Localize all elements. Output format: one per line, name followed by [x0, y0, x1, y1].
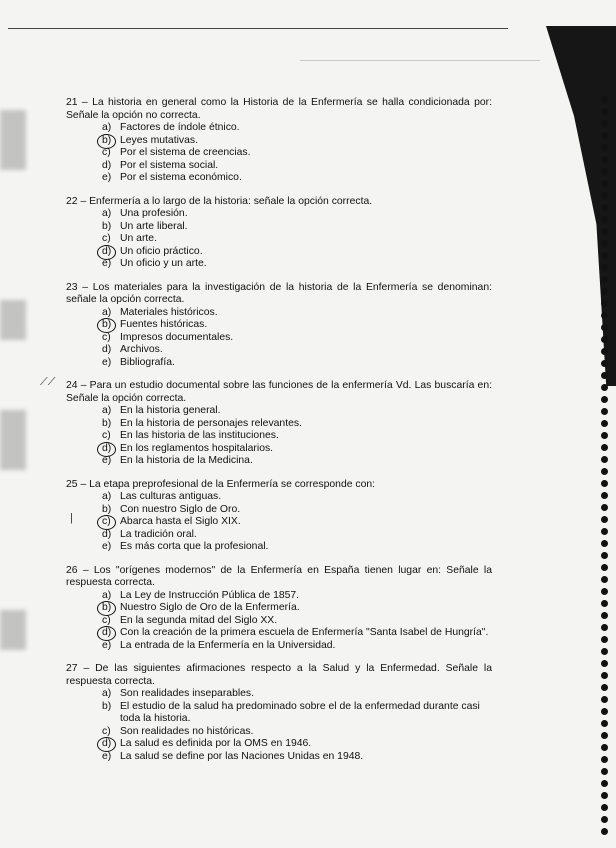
option-text: Con la creación de la primera escuela de Enfermería "Santa Isabel de Hungría". [120, 627, 489, 638]
option-letter: c) [102, 147, 111, 158]
binder-hole [601, 660, 608, 667]
circled-option-letter: b) [102, 135, 120, 148]
option-text: La entrada de la Enfermería en la Universidad. [120, 639, 336, 651]
binder-hole [601, 564, 608, 571]
option-list [66, 688, 492, 763]
option-list [66, 122, 492, 185]
binder-hole [601, 372, 608, 379]
binder-hole [601, 312, 608, 319]
question-text: 26 – Los "orígenes modernos" de la Enfermería en España tienen lugar en: Señale la respuesta correcta. [66, 564, 492, 588]
option-item [102, 640, 492, 653]
option-text: El estudio de la salud ha predominado sobre el de la enfermedad durante casi toda la historia. [120, 700, 480, 724]
option-letter: c) [102, 331, 111, 343]
option-item [102, 208, 492, 221]
circled-option-letter: d) [102, 246, 120, 259]
option-item [102, 443, 492, 456]
binder-hole [601, 360, 608, 367]
option-letter: a) [102, 491, 112, 502]
question-27 [66, 663, 492, 763]
option-text: Son realidades inseparables. [120, 688, 255, 699]
option-item [102, 246, 492, 259]
option-text: En los reglamentos hospitalarios. [120, 442, 274, 454]
binder-hole [601, 552, 608, 559]
question-22 [66, 196, 492, 271]
binder-hole [601, 636, 608, 643]
option-text: Por el sistema de creencias. [120, 147, 251, 158]
option-letter: e) [102, 258, 112, 269]
option-letter: b) [102, 700, 112, 712]
binder-hole [601, 624, 608, 631]
option-text: Un arte. [120, 233, 157, 244]
option-item [102, 172, 492, 185]
circled-option-letter: d) [102, 627, 120, 640]
option-letter: a) [102, 122, 112, 133]
binder-hole [601, 588, 608, 595]
option-letter: d) [102, 528, 112, 540]
option-letter: b) [102, 503, 112, 515]
option-letter: d) [102, 344, 112, 355]
question-text: 24 – Para un estudio documental sobre las funciones de la enfermería Vd. Las buscaría en: Señale la opción correcta. [66, 380, 492, 404]
option-letter: d) [102, 159, 112, 171]
binder-hole [601, 216, 608, 223]
binder-hole [601, 396, 608, 403]
binder-hole [601, 156, 608, 163]
question-24 [66, 380, 492, 468]
question-text: 27 – De las siguientes afirmaciones respecto a la Salud y la Enfermedad. Señale la respuesta correcta. [66, 663, 492, 687]
option-item [102, 602, 492, 615]
option-letter: e) [102, 356, 112, 368]
option-item [102, 455, 492, 468]
option-item [102, 726, 492, 739]
option-item [102, 344, 492, 357]
binder-hole [601, 576, 608, 583]
pen-mark: ⟋⟋ [40, 376, 56, 388]
binder-hole [601, 324, 608, 331]
option-letter: e) [102, 541, 112, 552]
binder-hole [601, 120, 608, 127]
option-letter: a) [102, 688, 112, 699]
option-text: Impresos documentales. [120, 331, 234, 343]
binder-hole [601, 192, 608, 199]
option-text: La salud se define por las Naciones Unidas en 1948. [120, 750, 364, 762]
binder-hole [601, 780, 608, 787]
binder-hole [601, 708, 608, 715]
binder-hole [601, 528, 608, 535]
option-letter: b) [102, 417, 112, 429]
binder-hole [601, 612, 608, 619]
binder-hole [601, 720, 608, 727]
option-item [102, 122, 492, 135]
binder-hole [601, 504, 608, 511]
binder-hole [601, 492, 608, 499]
option-text: Nuestro Siglo de Oro de la Enfermería. [120, 602, 300, 613]
circled-option-letter: b) [102, 319, 120, 332]
binder-hole [601, 744, 608, 751]
option-text: En la historia general. [120, 405, 221, 416]
option-text: Archivos. [120, 344, 163, 355]
binder-hole [601, 204, 608, 211]
binder-hole [601, 444, 608, 451]
binder-hole [601, 828, 608, 835]
option-letter: e) [102, 172, 112, 183]
circled-option-letter: d) [102, 738, 120, 751]
option-list [66, 208, 492, 271]
option-text: Fuentes históricas. [120, 319, 208, 330]
option-item [102, 701, 492, 726]
option-text: Un arte liberal. [120, 220, 188, 232]
circled-option-letter: c) [102, 516, 120, 529]
option-text: Factores de índole étnico. [120, 122, 240, 133]
binder-hole [601, 768, 608, 775]
option-text: La Ley de Instrucción Pública de 1857. [120, 589, 300, 601]
binder-hole [601, 468, 608, 475]
option-list [66, 307, 492, 370]
option-letter: e) [102, 750, 112, 762]
binder-hole [601, 600, 608, 607]
option-item [102, 221, 492, 234]
binder-hole [601, 384, 608, 391]
option-item [102, 418, 492, 431]
binder-hole [601, 300, 608, 307]
question-text: 22 – Enfermería a lo largo de la historia: señale la opción correcta. [66, 195, 373, 207]
option-text: Por el sistema social. [120, 159, 219, 171]
option-item [102, 738, 492, 751]
option-item [102, 307, 492, 320]
option-text: La tradición oral. [120, 528, 197, 540]
binder-hole [601, 804, 608, 811]
option-letter: b) [102, 220, 112, 232]
binder-hole [601, 456, 608, 463]
option-letter: e) [102, 455, 112, 466]
option-text: Un oficio y un arte. [120, 258, 207, 269]
binder-hole [601, 408, 608, 415]
option-item [102, 751, 492, 764]
option-text: En la historia de la Medicina. [120, 455, 253, 466]
binder-hole [601, 168, 608, 175]
option-text: Con nuestro Siglo de Oro. [120, 503, 241, 515]
question-21 [66, 97, 492, 185]
binder-hole [601, 276, 608, 283]
circled-option-letter: d) [102, 443, 120, 456]
option-item [102, 504, 492, 517]
binder-hole [601, 336, 608, 343]
option-item [102, 688, 492, 701]
exam-questions [66, 97, 492, 774]
binder-hole [601, 252, 608, 259]
option-item [102, 590, 492, 603]
scan-smudge [0, 300, 26, 340]
binder-hole [601, 732, 608, 739]
scan-smudge [0, 410, 26, 470]
binder-hole [601, 348, 608, 355]
binder-hole [601, 816, 608, 823]
question-23 [66, 282, 492, 370]
option-letter: c) [102, 725, 111, 737]
option-text: Una profesión. [120, 208, 188, 219]
option-letter: a) [102, 208, 112, 219]
option-item [102, 319, 492, 332]
option-item [102, 357, 492, 370]
option-list [66, 405, 492, 468]
option-text: En la historia de personajes relevantes. [120, 417, 302, 429]
binder-hole [601, 228, 608, 235]
option-list [66, 491, 492, 554]
bleed-through-line [300, 60, 540, 61]
binder-hole [601, 648, 608, 655]
option-text: Las culturas antiguas. [120, 491, 222, 502]
binder-holes [601, 96, 611, 841]
binder-hole [601, 96, 608, 103]
binder-hole [601, 684, 608, 691]
option-item [102, 491, 492, 504]
binder-hole [601, 288, 608, 295]
option-item [102, 258, 492, 271]
option-text: En la segunda mitad del Siglo XX. [120, 614, 278, 626]
binder-hole [601, 432, 608, 439]
top-rule [8, 28, 508, 29]
option-text: Es más corta que la profesional. [120, 541, 269, 552]
option-text: Un oficio práctico. [120, 245, 203, 257]
option-letter: e) [102, 639, 112, 651]
option-item [102, 147, 492, 160]
binder-hole [601, 420, 608, 427]
option-item [102, 430, 492, 443]
option-text: Son realidades no históricas. [120, 725, 254, 737]
binder-hole [601, 792, 608, 799]
option-letter: c) [102, 233, 111, 244]
question-text: 23 – Los materiales para la investigación de la historia de la Enfermería se denominan: señale la opción correcta. [66, 281, 492, 305]
option-item [102, 135, 492, 148]
option-item [102, 160, 492, 173]
binder-hole [601, 108, 608, 115]
option-item [102, 627, 492, 640]
option-text: Abarca hasta el Siglo XIX. [120, 516, 241, 527]
option-text: Bibliografía. [120, 356, 175, 368]
option-list [66, 590, 492, 653]
binder-hole [601, 144, 608, 151]
option-letter: a) [102, 405, 112, 416]
binder-hole [601, 756, 608, 763]
option-text: La salud es definida por la OMS en 1946. [120, 738, 312, 749]
question-26 [66, 565, 492, 653]
option-item [102, 615, 492, 628]
option-letter: a) [102, 589, 112, 601]
option-item [102, 529, 492, 542]
option-letter: a) [102, 306, 112, 318]
binder-hole [601, 180, 608, 187]
binder-hole [601, 132, 608, 139]
question-text: 25 – La etapa preprofesional de la Enfermería se corresponde con: [66, 478, 376, 490]
pen-mark: | [70, 512, 73, 524]
binder-hole [601, 696, 608, 703]
option-text: En las historia de las instituciones. [120, 430, 279, 441]
binder-hole [601, 540, 608, 547]
option-text: Materiales históricos. [120, 306, 218, 318]
circled-option-letter: b) [102, 602, 120, 615]
option-text: Por el sistema económico. [120, 172, 242, 183]
scan-smudge [0, 610, 26, 650]
option-letter: c) [102, 614, 111, 626]
option-item [102, 541, 492, 554]
option-item [102, 405, 492, 418]
binder-hole [601, 240, 608, 247]
binder-hole [601, 264, 608, 271]
option-item [102, 233, 492, 246]
binder-hole [601, 516, 608, 523]
option-text: Leyes mutativas. [120, 134, 198, 146]
option-letter: c) [102, 430, 111, 441]
option-item [102, 332, 492, 345]
option-item [102, 516, 492, 529]
binder-hole [601, 672, 608, 679]
question-text: 21 – La historia en general como la Historia de la Enfermería se halla condicionada por: Señale la opción no correcta. [66, 97, 492, 121]
scan-smudge [0, 110, 26, 170]
binder-hole [601, 480, 608, 487]
question-25 [66, 479, 492, 554]
